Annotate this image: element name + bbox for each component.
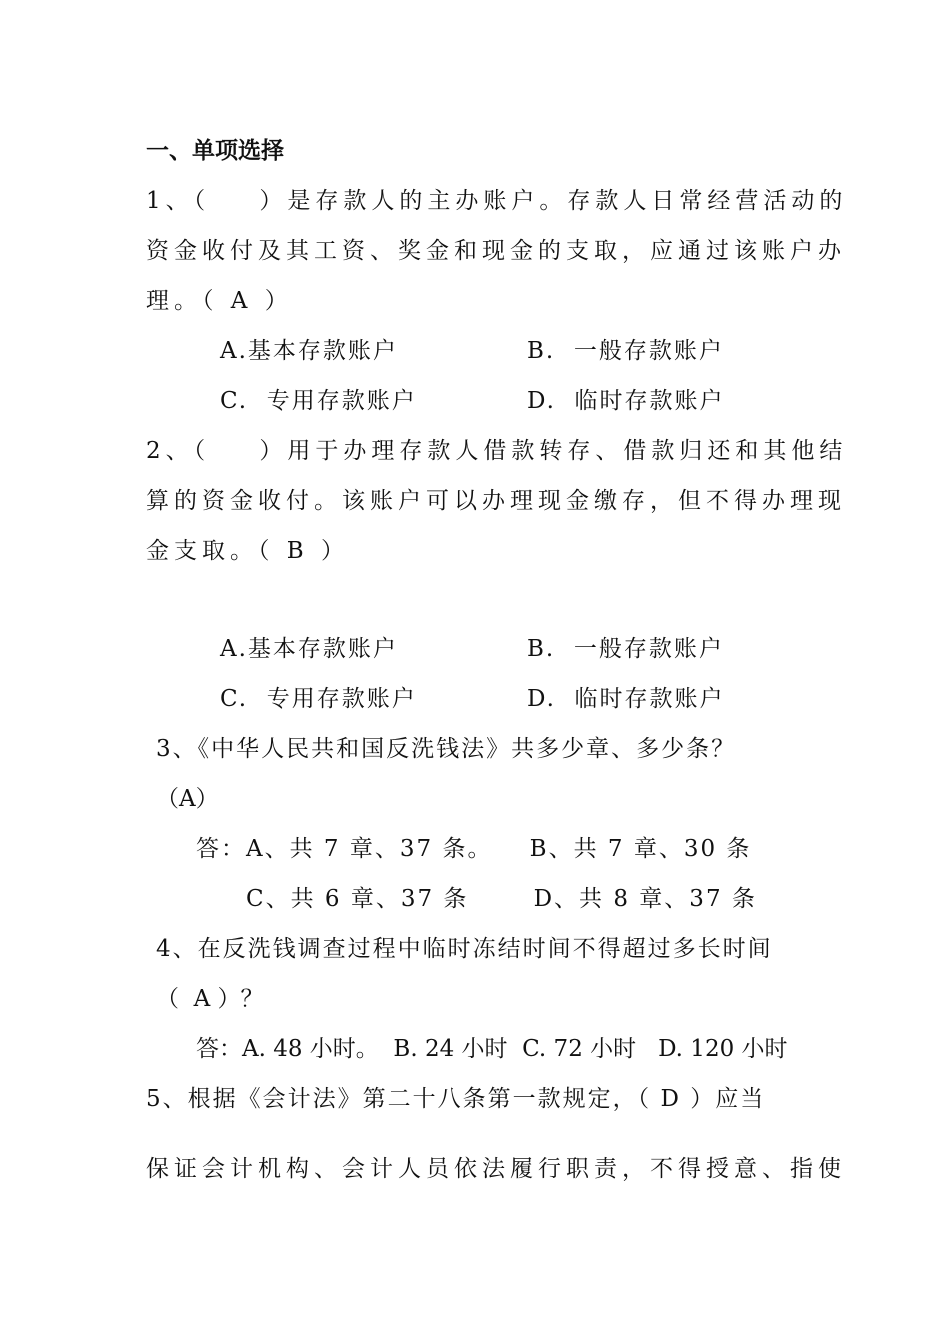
q2-line-2: 算的资金收付。该账户可以办理现金缴存，但不得办理现 [146,488,846,514]
q1-option-a: A.基本存款账户 [220,338,398,364]
q2-option-b: B. 一般存款账户 [527,636,724,662]
q4-line-2: （ A ）？ [156,986,264,1012]
q2-line-1: 2、（ ）用于办理存款人借款转存、借款归还和其他结 [146,438,848,464]
q1-line-1: 1、（ ）是存款人的主办账户。存款人日常经营活动的 [146,188,848,214]
q3-line-2: （A） [156,786,219,812]
q4-answer: 答：A. 48 小时。 B. 24 小时 C. 72 小时 D. 120 小时 [196,1036,788,1062]
q1-line-3: 理。（ A ） [146,288,293,314]
q3-line-1: 3、《中华人民共和国反洗钱法》共多少章、多少条？ [156,736,737,762]
q2-option-c: C. 专用存款账户 [220,686,417,712]
q1-option-b: B. 一般存款账户 [527,338,724,364]
q2-option-d: D. 临时存款账户 [527,686,725,712]
q1-line-2: 资金收付及其工资、奖金和现金的支取，应通过该账户办 [146,238,846,264]
q1-option-d: D. 临时存款账户 [527,388,725,414]
q1-option-c: C. 专用存款账户 [220,388,417,414]
q2-option-a: A.基本存款账户 [220,636,398,662]
q5-line-2: 保证会计机构、会计人员依法履行职责，不得授意、指使 [146,1156,846,1182]
section-title: 一、单项选择 [146,137,284,164]
q5-line-1: 5、根据《会计法》第二十八条第一款规定，（ D ）应当 [146,1086,766,1112]
q3-answer-1: 答：A、共 7 章、37 条。 B、共 7 章、30 条 [196,836,752,862]
q4-line-1: 4、在反洗钱调查过程中临时冻结时间不得超过多长时间 [156,936,773,962]
q2-line-3: 金支取。（ B ） [146,538,350,564]
q3-answer-2: C、共 6 章、37 条 D、共 8 章、37 条 [246,886,757,912]
